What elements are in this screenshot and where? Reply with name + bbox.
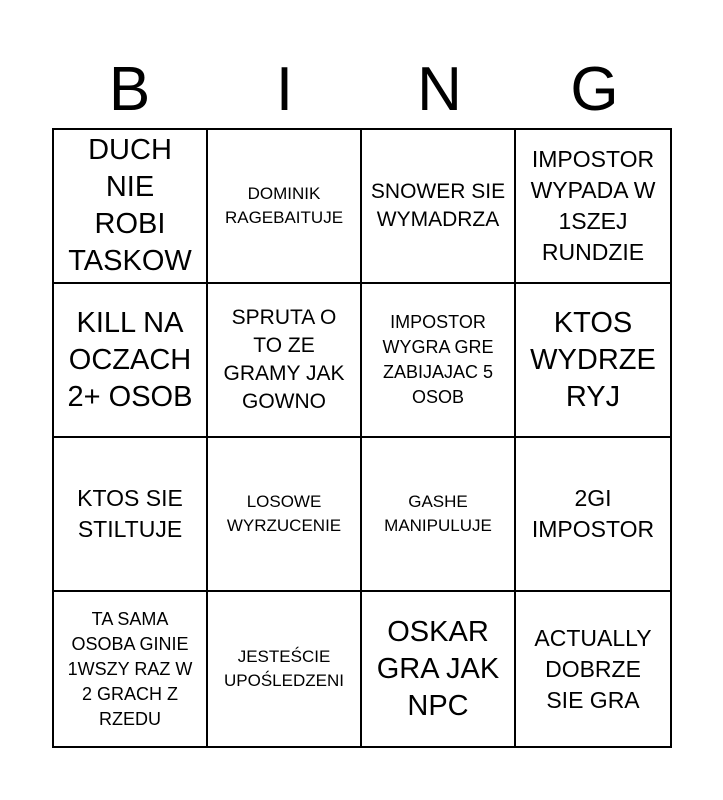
cell-text: 2GI IMPOSTOR bbox=[531, 485, 655, 542]
bingo-cell[interactable] bbox=[54, 284, 208, 438]
bingo-cell[interactable] bbox=[208, 284, 362, 438]
bingo-cell[interactable] bbox=[54, 438, 208, 592]
bingo-cell[interactable] bbox=[516, 130, 670, 284]
header-letter-n: N bbox=[417, 55, 462, 124]
cell-text: DUCH NIE ROBI TASKOW bbox=[68, 134, 192, 277]
cell-text: DOMINIK RAGEBAITUJE bbox=[224, 184, 344, 227]
bingo-cell[interactable] bbox=[208, 130, 362, 284]
cell-text: GASHE MANIPULUJE bbox=[384, 492, 492, 535]
header-letter-g: G bbox=[570, 55, 619, 124]
cell-text: SNOWER SIE WYMADRZA bbox=[370, 180, 506, 231]
bingo-cell[interactable] bbox=[362, 438, 516, 592]
bingo-cell[interactable] bbox=[362, 284, 516, 438]
cell-text: IMPOSTOR WYGRA GRE ZABIJAJAC 5 OSOB bbox=[382, 312, 494, 407]
bingo-header bbox=[52, 52, 672, 128]
cell-text: OSKAR GRA JAK NPC bbox=[376, 615, 500, 722]
cell-text: IMPOSTOR WYPADA W 1SZEJ RUNDZIE bbox=[530, 146, 656, 265]
bingo-cell[interactable] bbox=[516, 438, 670, 592]
bingo-cell[interactable] bbox=[54, 130, 208, 284]
cell-text: LOSOWE WYRZUCENIE bbox=[226, 492, 342, 535]
bingo-cell[interactable] bbox=[208, 592, 362, 746]
cell-text: KTOS WYDRZE RYJ bbox=[530, 306, 656, 413]
bingo-cell[interactable] bbox=[516, 284, 670, 438]
cell-text: KTOS SIE STILTUJE bbox=[77, 485, 183, 542]
cell-text: JESTEŚCIE UPOŚLEDZENI bbox=[224, 647, 344, 690]
header-letter-b: B bbox=[108, 55, 151, 124]
bingo-cell[interactable] bbox=[516, 592, 670, 746]
cell-text: ACTUALLY DOBRZE SIE GRA bbox=[534, 624, 652, 713]
bingo-cell[interactable] bbox=[362, 130, 516, 284]
cell-text: SPRUTA O TO ZE GRAMY JAK GOWNO bbox=[223, 306, 345, 413]
bingo-grid bbox=[52, 128, 672, 748]
cell-text: TA SAMA OSOBA GINIE 1WSZY RAZ W 2 GRACH Z RZEDU bbox=[67, 608, 193, 729]
bingo-cell[interactable] bbox=[208, 438, 362, 592]
header-letter-i: I bbox=[275, 55, 294, 124]
bingo-cell[interactable] bbox=[362, 592, 516, 746]
bingo-cell[interactable] bbox=[54, 592, 208, 746]
cell-text: KILL NA OCZACH 2+ OSOB bbox=[67, 306, 193, 413]
